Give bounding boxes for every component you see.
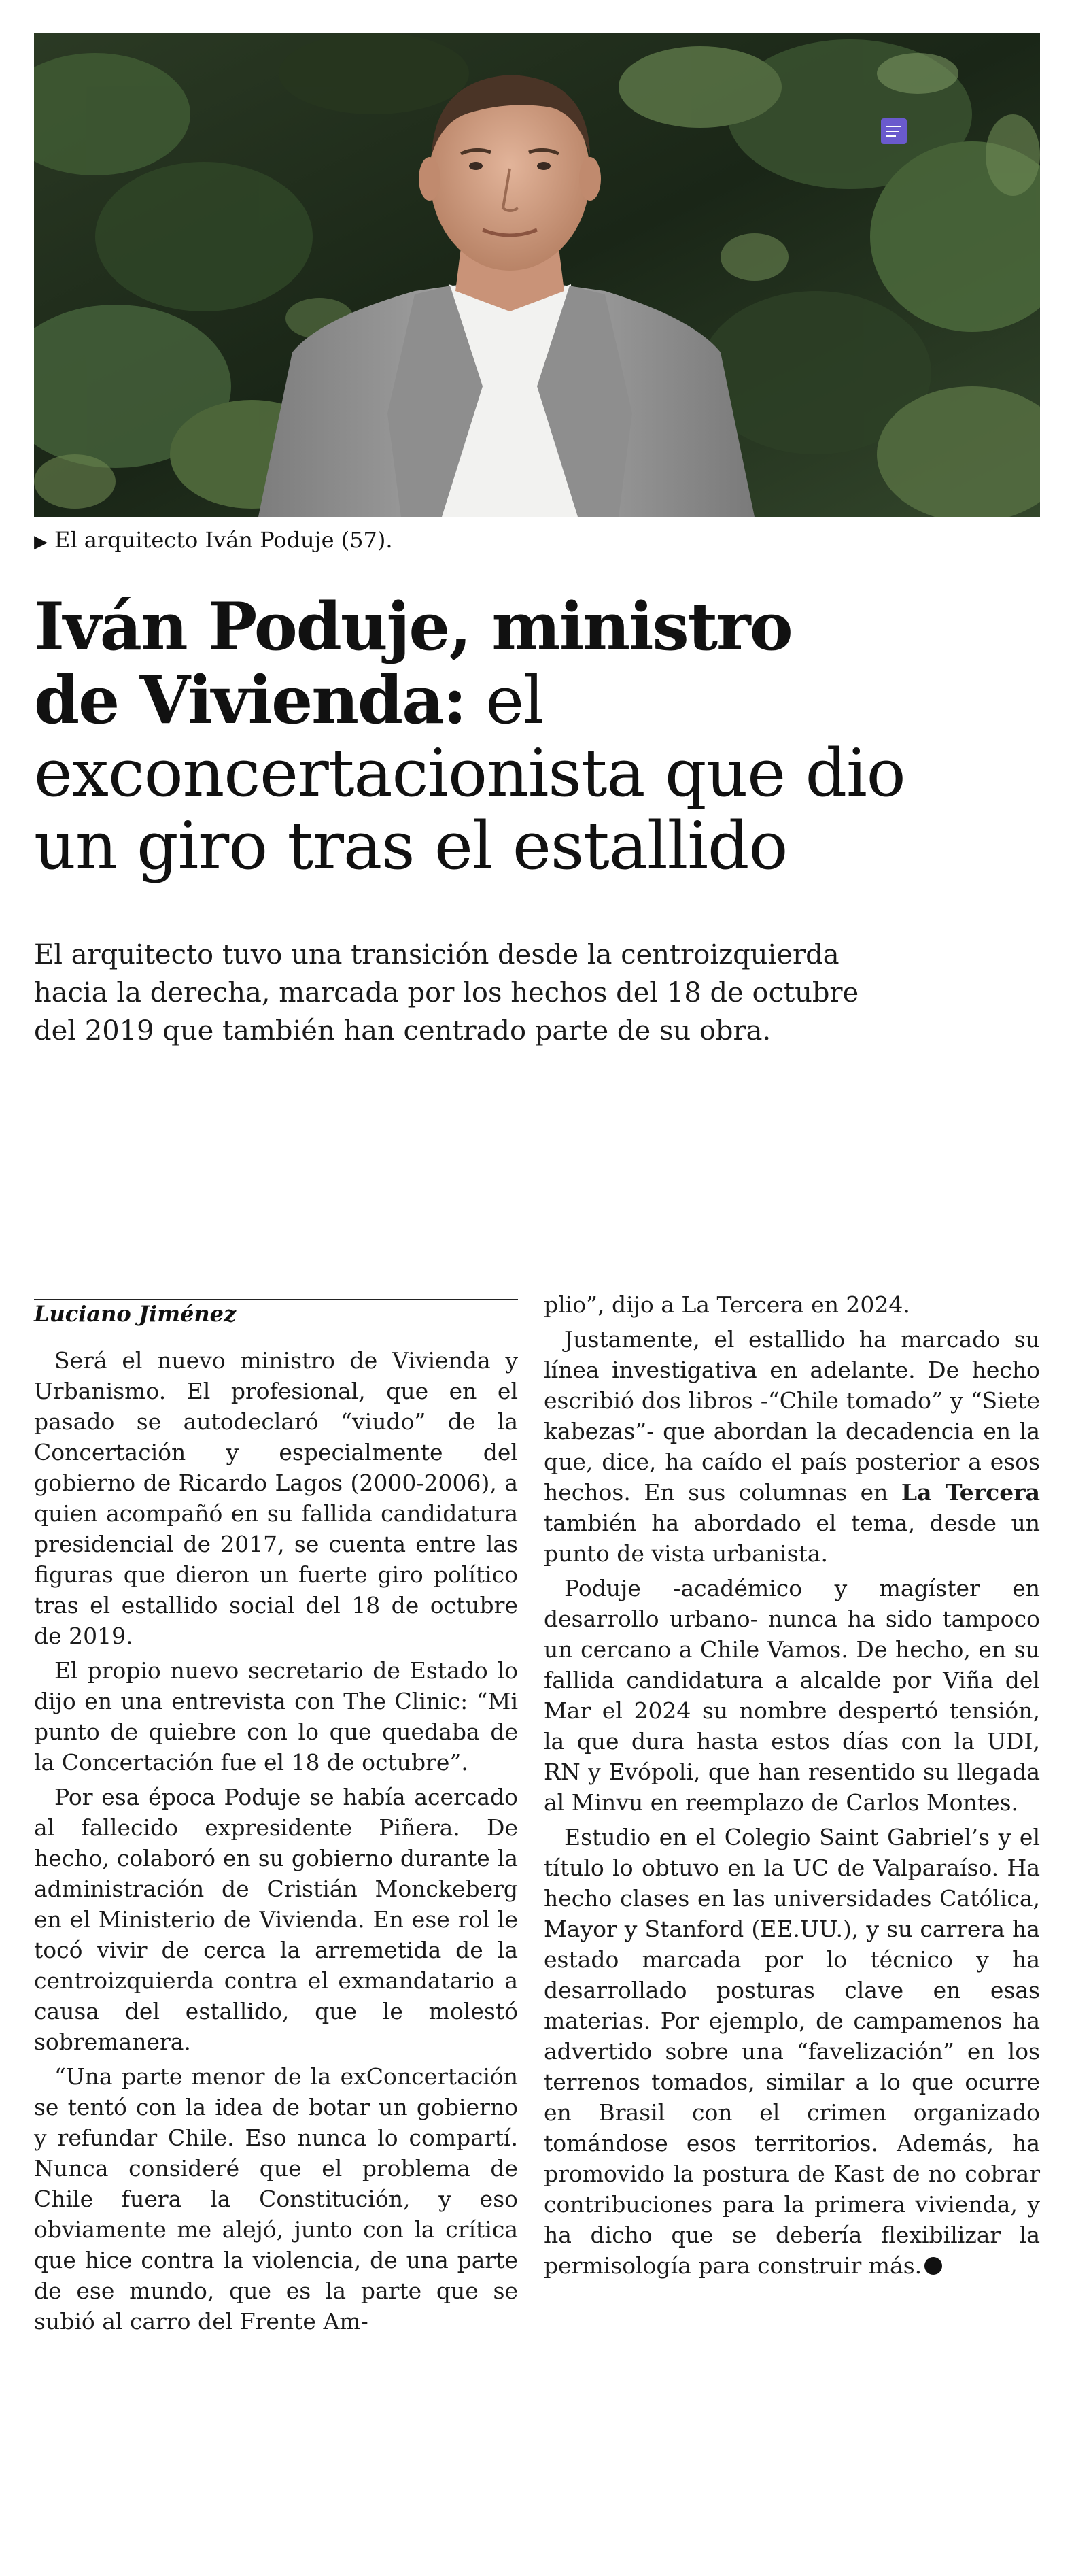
body-column-1 [34,1345,518,2341]
caption-text: El arquitecto Iván Poduje (57). [54,527,393,553]
headline-line4: un giro tras el estallido [34,808,788,884]
body-paragraph: plio”, dijo a La Tercera en 2024. [544,1291,910,1318]
headline-bold-line1: Iván Poduje, ministro [34,588,792,665]
headline-bold-line2: de Vivienda: [34,662,466,739]
lead-line2: hacia la derecha, marcada por los hechos del 18 de octubre [34,977,859,1009]
body-paragraph: El propio nuevo secretario de Estado lo dijo en una entrevista con The Clinic: “Mi punto de quiebre con lo que quedaba de la Concertación fue el 18 de octubre”. [34,1657,518,1776]
body-paragraph [544,1324,1040,1569]
lead-line1: El arquitecto tuvo una transición desde la centroizquierda [34,939,839,970]
body-text: Estudio en el Colegio Saint Gabriel’s y el título lo obtuvo en la UC de Valparaíso. Ha hecho clases en las universidades Católica, Mayor y Stanford (EE.UU.), y su carrera ha estado marcada por lo técnico y ha desarrollado posturas clave en esas materias. Por ejemplo, de campamenos ha advertido sobre una “favelización” en los terrenos tomados, similar a lo que ocurre en Brasil con el crimen organizado tomándose esos territorios. Además, ha promovido la postura de Kast de no cobrar contribuciones para la primera vivienda, y ha dicho que se debería flexibilizar la permisología para construir más. [544,1824,1040,2279]
body-paragraph: Por esa época Poduje se había acercado al fallecido expresidente Piñera. De hecho, colaboró en su gobierno durante la administración de Cristián Monckeberg en el Ministerio de Vivienda. En ese rol le tocó vivir de cerca la arremetida de la centroizquierda contra el exmandatario a causa del estallido, que le molestó sobremanera. [34,1784,518,2055]
body-paragraph: “Una parte menor de la exConcertación se tentó con la idea de botar un gobierno y refundar Chile. Eso nunca lo compartí. Nunca consideré que el problema de Chile fuera la Constitución, y eso obviamente me alejó, junto con la crítica que hice contra la violencia, de una parte de ese mundo, que es la parte que se subió al carro del Frente Am- [34,2063,518,2335]
body-text: también ha abordado el tema, desde un punto de vista urbanista. [544,1510,1040,1567]
headline-line3: exconcertacionista que dio [34,735,905,811]
body-paragraph: Poduje -académico y magíster en desarrollo urbano- nunca ha sido tampoco un cercano a Chile Vamos. De hecho, en su fallida candidatura a alcalde por Viña del Mar el 2024 su nombre despertó tensión, la que dura hasta estos días con la UDI, RN y Evópoli, que han resentido su llegada al Minvu en reemplazo de Carlos Montes. [544,1575,1040,1816]
headline-rest-line2: el [465,662,544,739]
body-text: Justamente, el estallido ha marcado su línea investigativa en adelante. De hecho escribió dos libros -“Chile tomado” y “Siete kabezas”- que abordan la decadencia en la que, dice, ha caído el país posterior a esos hechos. En sus columnas en [544,1326,1040,1506]
byline [34,1299,518,1329]
caption-arrow-icon: ▶ [34,532,48,552]
photo-caption [34,525,393,557]
lead-line3: del 2019 que también han centrado parte de su obra. [34,1015,772,1047]
article-photo [34,33,1040,517]
publication-name: La Tercera [901,1479,1040,1506]
end-of-article-icon [924,2257,942,2275]
headline [34,590,1040,883]
body-paragraph: Será el nuevo ministro de Vivienda y Urbanismo. El profesional, que en el pasado se autodeclaró “viudo” de la Concertación y especialmente del gobierno de Ricardo Lagos (2000-2006), a quien acompañó en su fallida candidatura presidencial de 2017, se cuenta entre las figuras que dieron un fuerte giro político tras el estallido social del 18 de octubre de 2019. [34,1347,518,1649]
author-name: Luciano Jiménez [34,1301,237,1327]
lead-paragraph [34,936,1040,1050]
body-column-2 [544,1289,1040,2285]
body-paragraph [544,1822,1040,2281]
